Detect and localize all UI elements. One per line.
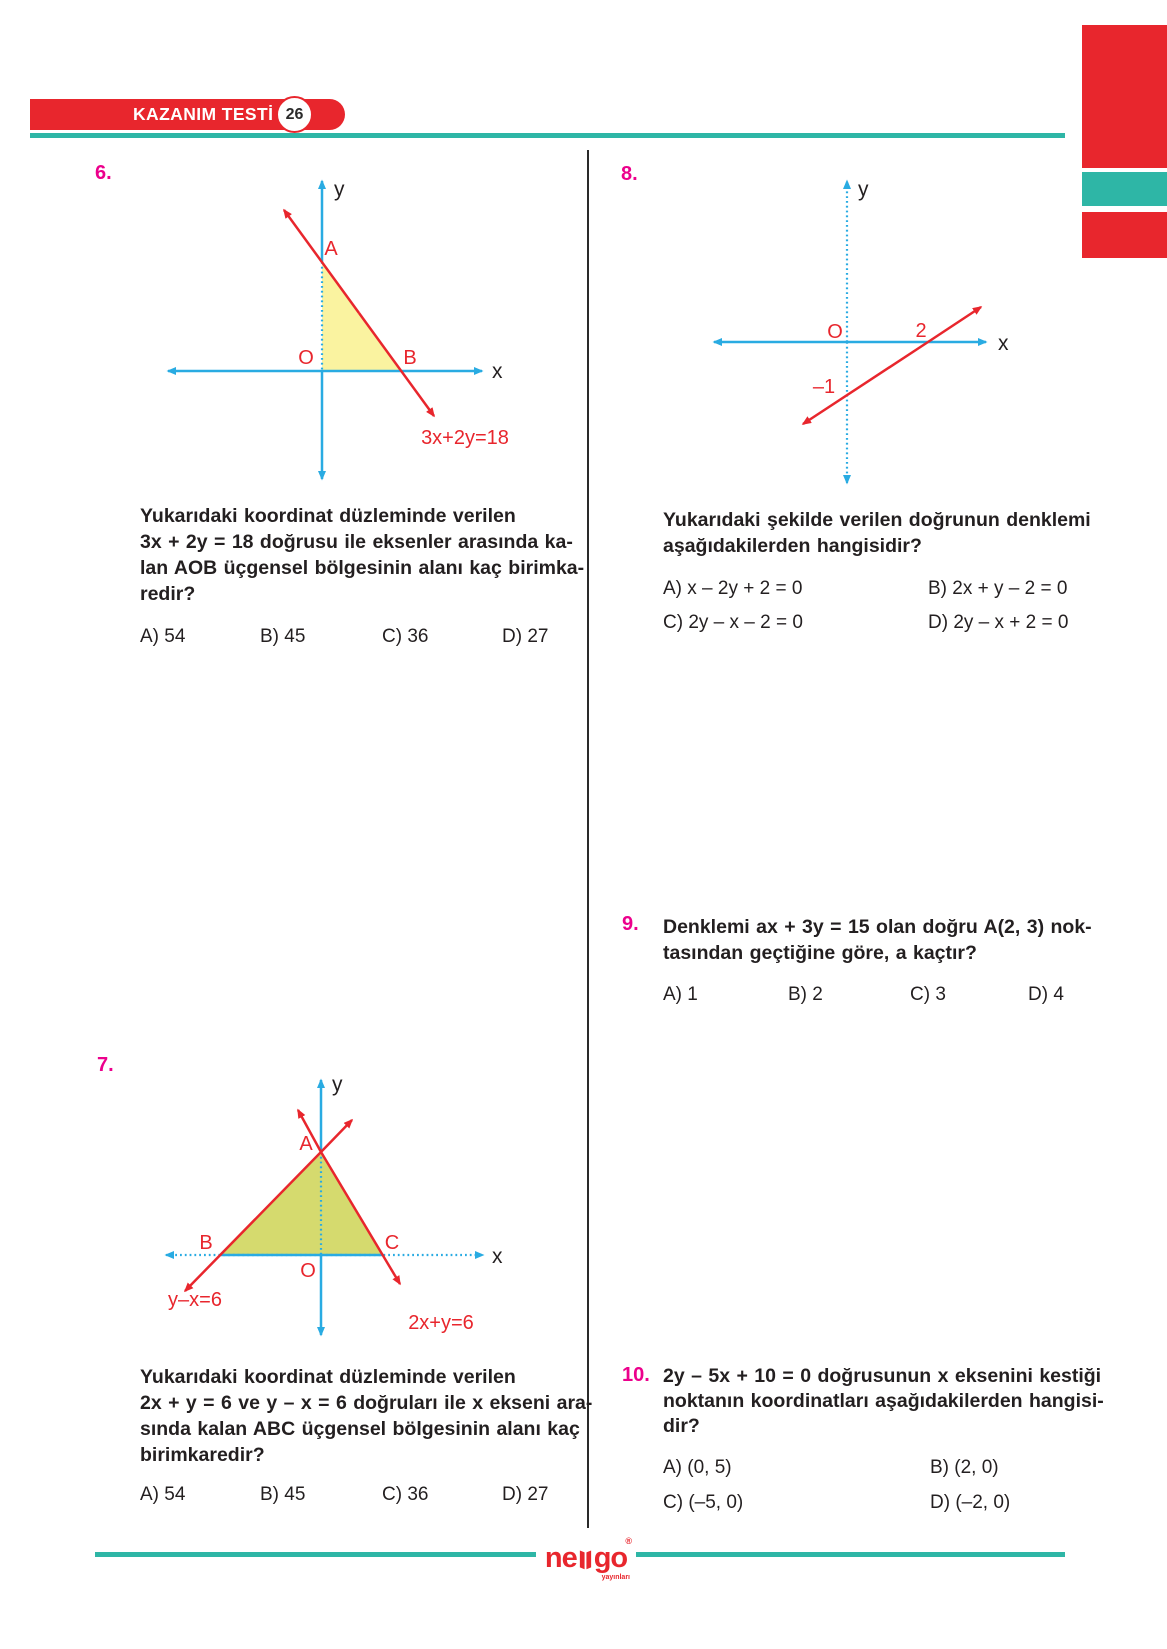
q8-text-line1: Yukarıdaki şekilde verilen doğrunun denklemi [663, 509, 1091, 531]
q10-text-line1: 2y – 5x + 10 = 0 doğrusunun x eksenini kestiği [663, 1365, 1102, 1387]
q6-text-line2: 3x + 2y = 18 doğrusu ile eksenler arasında ka- [140, 531, 573, 553]
q10-answer-d: D) (–2, 0) [930, 1492, 1011, 1513]
q10-answer-b: B) (2, 0) [930, 1457, 999, 1478]
registered-mark: ® [625, 1536, 632, 1546]
q7-answer-b: B) 45 [260, 1484, 306, 1505]
q8-y-intercept-label: –1 [812, 376, 836, 398]
q8-x-intercept-label: 2 [915, 320, 927, 342]
open-book-icon [578, 1545, 593, 1571]
question-10-number: 10. [622, 1364, 650, 1386]
header-banner-title: KAZANIM TESTİ [133, 104, 274, 124]
q6-text-line3: lan AOB üçgensel bölgesinin alanı kaç birimka- [140, 557, 585, 579]
q6-point-a-label: A [324, 238, 338, 260]
q8-answer-a: A) x – 2y + 2 = 0 [663, 578, 803, 599]
q7-text-line1: Yukarıdaki koordinat düzleminde verilen [140, 1366, 516, 1388]
line-y-x-6-upper [321, 1120, 352, 1152]
q9-answer-b: B) 2 [788, 984, 823, 1005]
q7-x-axis-label: x [492, 1245, 503, 1268]
q6-text-line4: redir? [140, 583, 196, 605]
q9-answer-c: C) 3 [910, 984, 946, 1005]
line-upper-right [928, 307, 981, 342]
q9-answer-a: A) 1 [663, 984, 698, 1005]
question-8-text [663, 507, 1091, 559]
question-6-number: 6. [95, 162, 112, 184]
q6-answer-c: C) 36 [382, 626, 429, 647]
q10-answer-c: C) (–5, 0) [663, 1492, 744, 1513]
column-divider [587, 150, 589, 1528]
q10-text-line3: dir? [663, 1415, 700, 1437]
question-7-text [140, 1364, 592, 1468]
q6-answer-b: B) 45 [260, 626, 306, 647]
logo-subtitle: yayınları [601, 1574, 630, 1581]
q9-text-line1: Denklemi ax + 3y = 15 olan doğru A(2, 3) nok- [663, 916, 1092, 938]
figure-q7-coordinate-plane [140, 1062, 560, 1352]
q6-origin-label: O [298, 347, 314, 369]
q9-answer-d: D) 4 [1028, 984, 1064, 1005]
q7-origin-label: O [300, 1260, 316, 1282]
q8-answer-d: D) 2y – x + 2 = 0 [928, 612, 1069, 633]
q10-text-line2: noktanın koordinatları aşağıdakilerden hangisi- [663, 1390, 1104, 1412]
q6-line-equation: 3x+2y=18 [421, 427, 509, 449]
q6-x-axis-label: x [492, 360, 503, 383]
nego-logo [536, 1532, 636, 1584]
test-number-badge: 26 [276, 96, 313, 133]
side-tab-red-bottom [1082, 212, 1167, 258]
q7-point-a-label: A [299, 1133, 313, 1155]
q7-y-axis-label: y [332, 1073, 343, 1096]
q8-y-axis-label: y [858, 178, 869, 201]
q8-text-line2: aşağıdakilerden hangisidir? [663, 535, 922, 557]
q8-origin-label: O [827, 321, 843, 343]
q6-answer-a: A) 54 [140, 626, 186, 647]
figure-q8-coordinate-plane [650, 165, 1050, 495]
q7-right-line-equation: 2x+y=6 [408, 1312, 474, 1334]
q6-answer-d: D) 27 [502, 626, 549, 647]
header-rule [30, 133, 1065, 138]
q6-text-line1: Yukarıdaki koordinat düzleminde verilen [140, 505, 516, 527]
q8-answer-c: C) 2y – x – 2 = 0 [663, 612, 803, 633]
q7-text-line3: sında kalan ABC üçgensel bölgesinin alanı kaç [140, 1418, 580, 1440]
q9-text-line2: tasından geçtiğine göre, a kaçtır? [663, 942, 977, 964]
question-9-text [663, 914, 1092, 966]
q7-answer-c: C) 36 [382, 1484, 429, 1505]
q6-point-b-label: B [403, 347, 417, 369]
q7-point-b-label: B [199, 1232, 213, 1254]
side-tab-red-top [1082, 25, 1167, 168]
logo-text-ne: ne [544, 1541, 577, 1574]
question-6-text [140, 503, 584, 607]
q8-answer-b: B) 2x + y – 2 = 0 [928, 578, 1068, 599]
side-tab-teal [1082, 172, 1167, 206]
question-8-number: 8. [621, 163, 638, 185]
q7-answer-d: D) 27 [502, 1484, 549, 1505]
q7-point-c-label: C [384, 1232, 400, 1254]
question-9-number: 9. [622, 913, 639, 935]
question-7-number: 7. [97, 1054, 114, 1076]
logo-text-go: go [593, 1541, 628, 1574]
q7-text-line4: birimkaredir? [140, 1444, 265, 1466]
question-10-text [663, 1364, 1104, 1439]
q8-x-axis-label: x [998, 332, 1009, 355]
figure-q6-coordinate-plane [140, 165, 540, 495]
q10-answer-a: A) (0, 5) [663, 1457, 732, 1478]
q6-y-axis-label: y [334, 178, 345, 201]
q7-text-line2: 2x + y = 6 ve y – x = 6 doğruları ile x ekseni ara- [140, 1392, 593, 1414]
shaded-triangle-abc [220, 1152, 383, 1255]
publisher-logo-box [536, 1532, 636, 1584]
q7-left-line-equation: y–x=6 [168, 1289, 222, 1311]
q7-answer-a: A) 54 [140, 1484, 186, 1505]
